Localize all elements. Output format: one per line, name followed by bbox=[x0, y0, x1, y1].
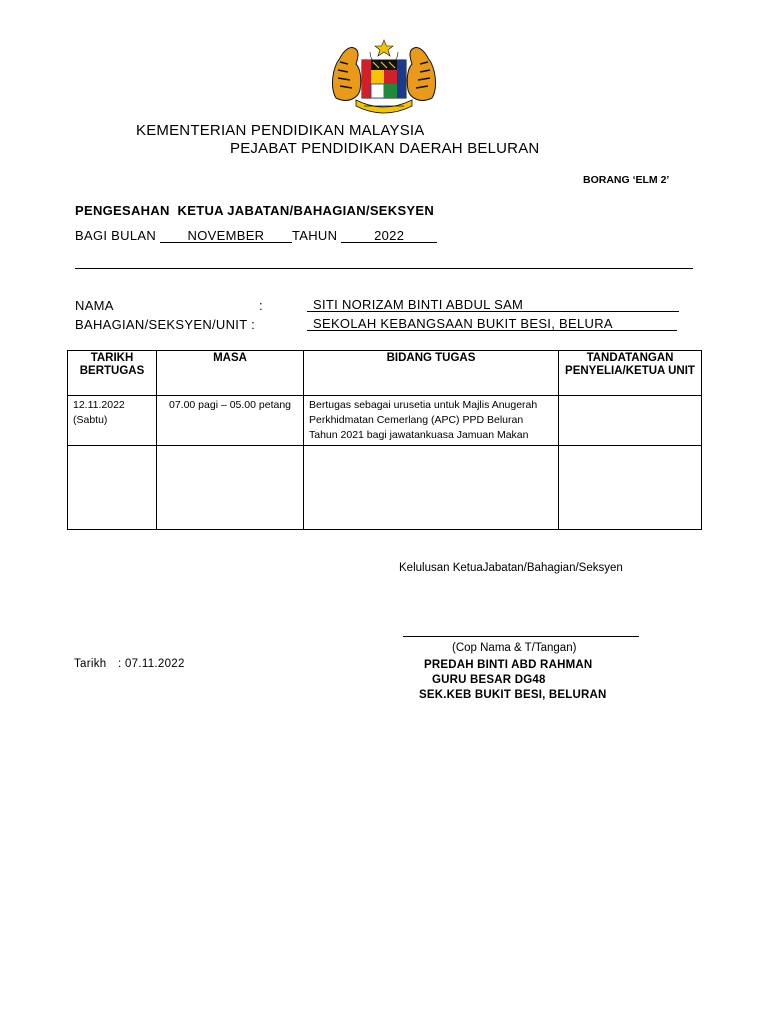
month-value-field bbox=[160, 229, 292, 243]
header-date: TARIKH BERTUGAS bbox=[68, 351, 157, 396]
cell-empty bbox=[559, 446, 702, 530]
unit-row bbox=[75, 317, 695, 333]
month-label: BAGI BULAN bbox=[75, 228, 157, 243]
cell-empty bbox=[304, 446, 559, 530]
date-label: Tarikh bbox=[74, 658, 107, 670]
cell-duty bbox=[304, 396, 559, 446]
header-time: MASA bbox=[157, 351, 304, 396]
date-line bbox=[74, 658, 185, 670]
table-row bbox=[68, 396, 702, 446]
name-label: NAMA bbox=[75, 298, 114, 313]
header-duty: BIDANG TUGAS bbox=[304, 351, 559, 396]
header-signature: TANDATANGAN PENYELIA/KETUA UNIT bbox=[559, 351, 702, 396]
name-value: SITI NORIZAM BINTI ABDUL SAM bbox=[313, 297, 524, 312]
coat-of-arms bbox=[326, 38, 442, 114]
date-value: : 07.11.2022 bbox=[117, 658, 185, 670]
duty-line: Perkhidmatan Cemerlang (APC) PPD Beluran bbox=[309, 414, 524, 426]
year-label: TAHUN bbox=[291, 228, 338, 243]
signature-line bbox=[403, 636, 639, 637]
month-value: NOVEMBER bbox=[187, 228, 265, 243]
unit-label: BAHAGIAN/SEKSYEN/UNIT : bbox=[75, 317, 256, 332]
duty-table bbox=[67, 350, 702, 530]
year-value-field bbox=[341, 229, 437, 243]
signatory-title: GURU BESAR DG48 bbox=[432, 674, 546, 686]
name-row bbox=[75, 298, 695, 314]
duty-line: Bertugas sebagai urusetia untuk Majlis Anugerah bbox=[309, 399, 538, 411]
unit-value: SEKOLAH KEBANGSAAN BUKIT BESI, BELURA bbox=[313, 316, 613, 331]
duty-time: 07.00 pagi – 05.00 petang bbox=[168, 399, 292, 411]
duty-line: Tahun 2021 bagi jawatankuasa Jamuan Makan bbox=[309, 429, 529, 441]
signatory-school: SEK.KEB BUKIT BESI, BELURAN bbox=[419, 689, 607, 701]
table-header-row bbox=[68, 351, 702, 396]
cell-signature bbox=[559, 396, 702, 446]
horizontal-divider bbox=[75, 268, 693, 269]
table-row bbox=[68, 446, 702, 530]
stamp-label: (Cop Nama & T/Tangan) bbox=[452, 642, 577, 654]
name-colon: : bbox=[259, 298, 263, 313]
ministry-name: KEMENTERIAN PENDIDIKAN MALAYSIA bbox=[136, 122, 425, 139]
duty-day: (Sabtu) bbox=[73, 414, 108, 426]
year-value: 2022 bbox=[374, 228, 405, 243]
name-value-field bbox=[307, 298, 679, 312]
cell-date bbox=[68, 396, 157, 446]
cell-empty bbox=[157, 446, 304, 530]
form-code: BORANG ‘ELM 2’ bbox=[583, 174, 670, 186]
unit-value-field bbox=[307, 317, 677, 331]
signatory-name: PREDAH BINTI ABD RAHMAN bbox=[424, 659, 593, 671]
approval-label: Kelulusan KetuaJabatan/Bahagian/Seksyen bbox=[399, 562, 623, 574]
district-office-name: PEJABAT PENDIDIKAN DAERAH BELURAN bbox=[230, 140, 540, 157]
coat-of-arms-icon bbox=[326, 38, 442, 114]
duty-date: 12.11.2022 bbox=[73, 399, 125, 411]
cell-time bbox=[157, 396, 304, 446]
section-title: PENGESAHAN KETUA JABATAN/BAHAGIAN/SEKSYEN bbox=[75, 203, 435, 218]
period-line bbox=[75, 228, 437, 243]
cell-empty bbox=[68, 446, 157, 530]
